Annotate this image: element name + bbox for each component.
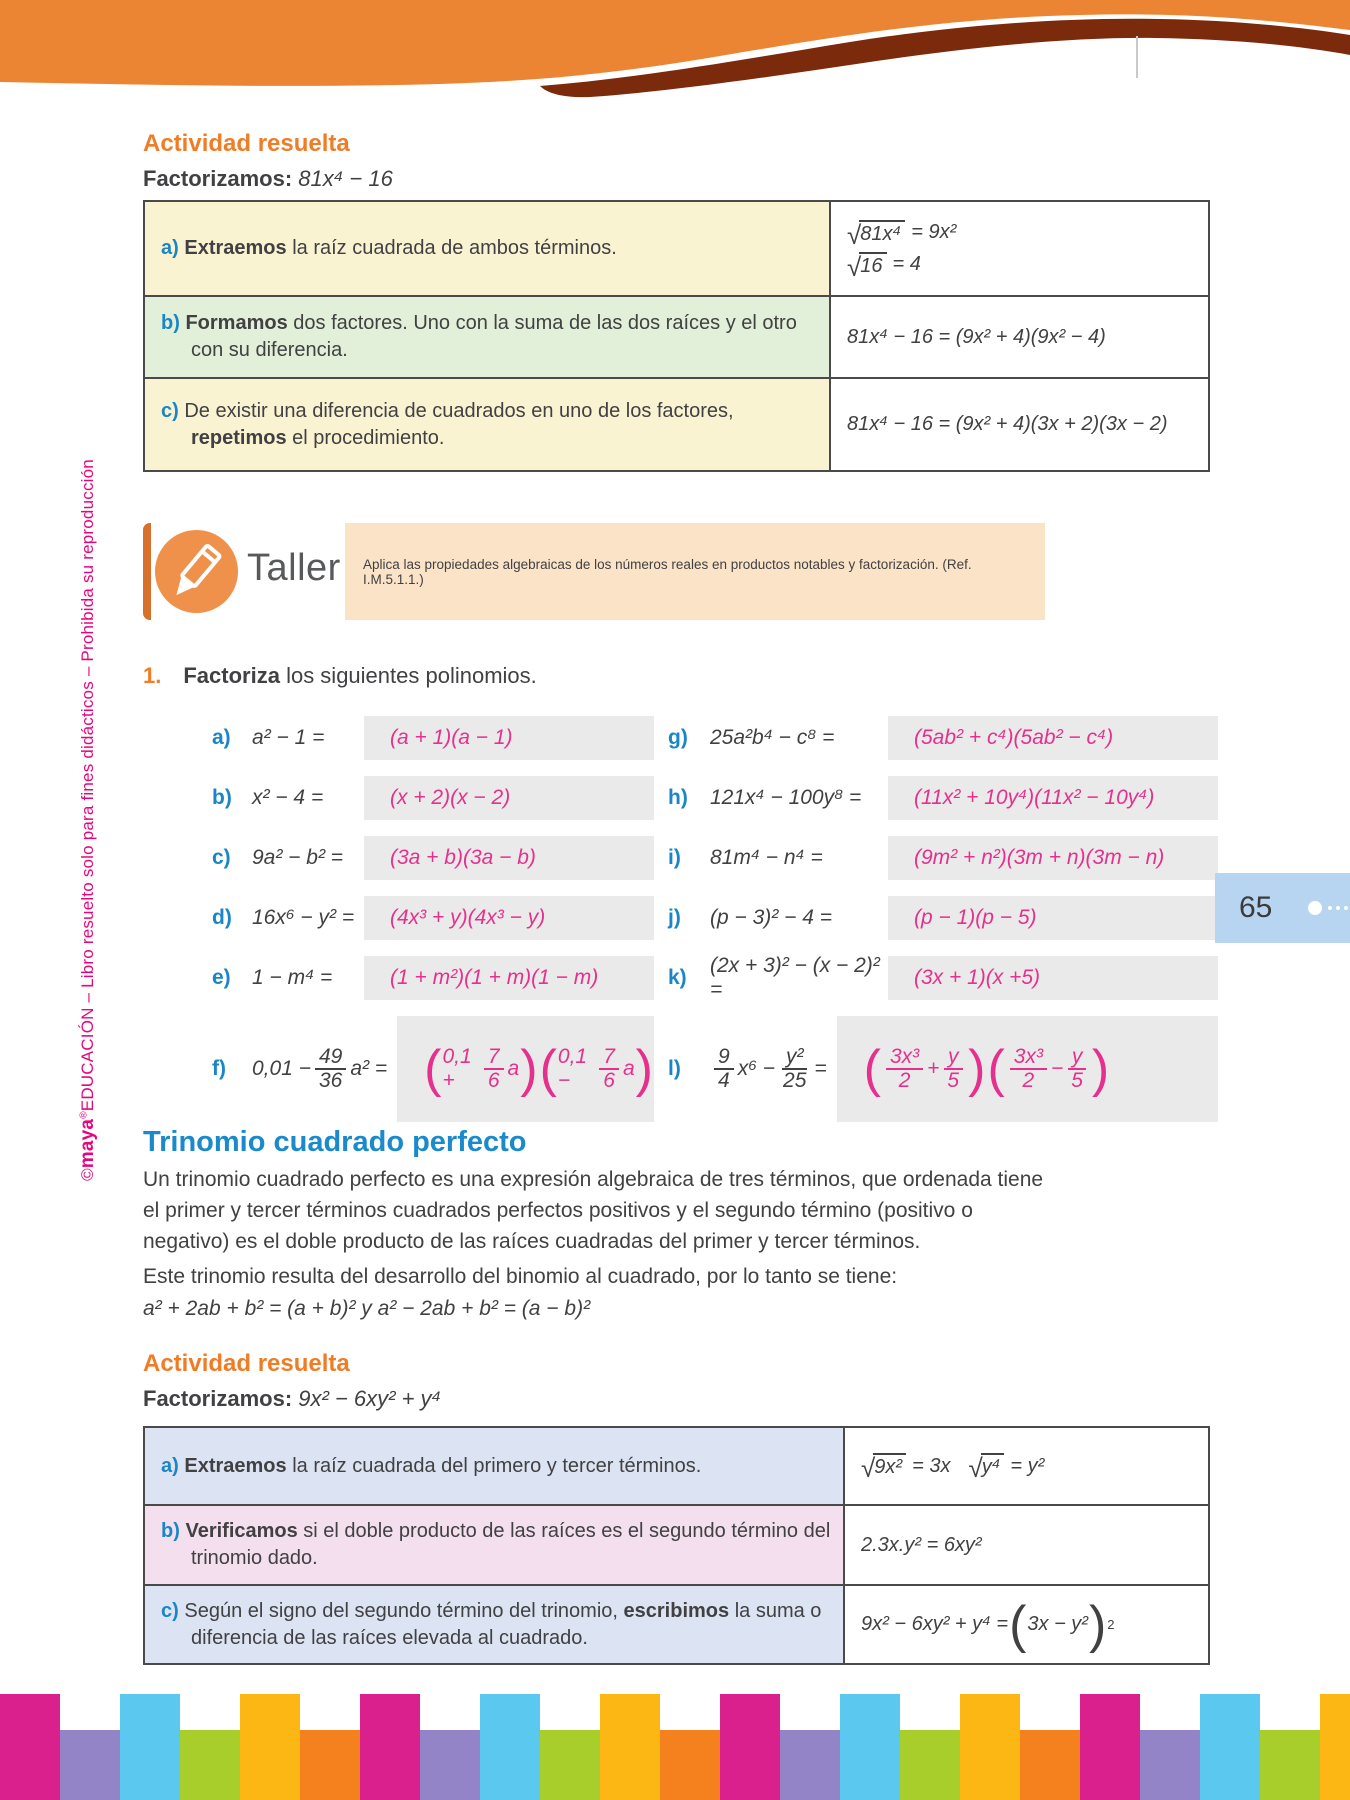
- math-cell: [831, 297, 1208, 377]
- footer-bar: [300, 1730, 360, 1800]
- answer-box: [364, 896, 654, 940]
- footer-bars: [0, 1694, 1350, 1800]
- activity2-table: [143, 1426, 1210, 1665]
- fraction: [484, 1046, 504, 1092]
- item-answer: (5ab² + c⁴)(5ab² − c⁴): [914, 726, 1114, 749]
- step-rest: De existir una diferencia de cuadrados en uno de los factores,: [184, 399, 734, 422]
- step-rest: Según el signo del segundo término del trinomio,: [184, 1599, 624, 1622]
- step-letter: c): [161, 399, 179, 422]
- section-paragraph-2: Este trinomio resulta del desarrollo del binomio al cuadrado, por lo tanto se tiene:: [143, 1265, 898, 1288]
- footer-bar: [960, 1694, 1020, 1800]
- item-letter: i): [668, 846, 681, 869]
- numerator: 49: [315, 1046, 346, 1070]
- answer-box: [888, 776, 1218, 820]
- step-keyword: Verificamos: [185, 1520, 298, 1542]
- math-cell: [845, 1428, 1208, 1504]
- step-text: [145, 398, 829, 452]
- step-rest: si el doble producto de las raíces es el segundo término del trinomio dado.: [191, 1520, 831, 1569]
- exercise-item-l: [668, 1016, 1218, 1122]
- pencil-icon: [155, 530, 238, 613]
- footer-bar: [180, 1730, 240, 1800]
- step-keyword: Extraemos: [184, 1454, 287, 1477]
- item-letter: j): [668, 906, 681, 929]
- copyright-sidebar: [77, 459, 99, 1181]
- registered-mark: ®: [78, 1111, 90, 1119]
- step-keyword: escribimos: [623, 1599, 730, 1622]
- equation-inner: 3x − y²: [1027, 1613, 1088, 1635]
- tab-dotted-line: [1328, 906, 1348, 910]
- math-cell: [845, 1506, 1208, 1584]
- step-letter: a): [161, 237, 179, 259]
- fraction: [714, 1046, 734, 1092]
- fraction: [1010, 1046, 1047, 1092]
- step-text: [145, 310, 829, 364]
- item-answer: (3a + b)(3a − b): [390, 846, 536, 869]
- activity2-title: Actividad resuelta: [143, 1350, 350, 1377]
- numerator: y²: [782, 1046, 808, 1070]
- exercise-title-rest: los siguientes polinomios.: [279, 663, 537, 688]
- math-line: 9x² − 6xy² + y⁴ = ( 3x − y² ) 2: [861, 1595, 1115, 1654]
- footer-bar: [360, 1694, 420, 1800]
- step-text: [145, 1518, 843, 1572]
- exercise-item-k: [668, 956, 1218, 1000]
- answer-part: a: [622, 1057, 635, 1080]
- exercise-item-g: [668, 716, 1218, 760]
- footer-bar: [0, 1694, 60, 1800]
- item-answer: ( 0,1 + $\frac{7}{6}$ a ) ( 0,1 − $\frac{7}{6}$ a ): [424, 1040, 653, 1098]
- item-answer: (4x³ + y)(4x³ − y): [390, 906, 546, 929]
- item-answer: (11x² + 10y⁴)(11x² − 10y⁴): [914, 786, 1155, 809]
- denominator: 6: [487, 1069, 500, 1092]
- step-rest: dos factores. Uno con la suma de las dos raíces y el otro con su diferencia.: [191, 312, 797, 361]
- footer-bar: [1320, 1694, 1350, 1800]
- numerator: 3x³: [886, 1046, 923, 1070]
- intro-expression: 9x² − 6xy² + y⁴: [298, 1386, 442, 1411]
- step-keyword: Formamos: [185, 312, 288, 334]
- exercise-number: 1.: [143, 663, 162, 688]
- footer-bar: [900, 1730, 960, 1800]
- footer-bar: [600, 1694, 660, 1800]
- item-answer: (a + 1)(a − 1): [390, 726, 513, 749]
- exercise-item-d: [212, 896, 668, 940]
- table-row: [145, 202, 1208, 295]
- step-letter: b): [161, 312, 180, 334]
- pencil-icon-circle: [155, 530, 238, 613]
- denominator: 5: [1071, 1069, 1083, 1092]
- equation: 2.3x.y² = 6xy²: [861, 1533, 982, 1556]
- sqrt-expression: [968, 1453, 1004, 1483]
- radical-sign: √: [847, 251, 862, 282]
- footer-bar: [1140, 1730, 1200, 1800]
- answer-part: 0,1 +: [442, 1045, 472, 1092]
- table-row: [145, 295, 1208, 377]
- brand-education: EDUCACIÓN: [78, 1007, 97, 1112]
- item-expression: (2x + 3)² − (x − 2)² =: [710, 954, 880, 1001]
- numerator: 7: [599, 1046, 619, 1070]
- equation: 9x² − 6xy² + y⁴ =: [861, 1613, 1009, 1635]
- copyright-symbol: ©: [78, 1168, 97, 1181]
- intro-expression: 81x⁴ − 16: [298, 166, 393, 191]
- fraction: [943, 1046, 963, 1092]
- intro-label: Factorizamos:: [143, 1386, 293, 1411]
- math-line: [861, 1453, 1208, 1483]
- radicand: y⁴: [981, 1453, 1005, 1479]
- radicand: 81x⁴: [859, 220, 905, 246]
- brand-name: maya: [77, 1118, 98, 1169]
- item-letter: f): [212, 1057, 226, 1080]
- footer-bar: [1020, 1730, 1080, 1800]
- expr-part: 0,01 −: [252, 1057, 311, 1080]
- item-answer: (3x + 1)(x +5): [914, 966, 1041, 989]
- radicand: 9x²: [873, 1453, 906, 1479]
- exercise-item-h: [668, 776, 1218, 820]
- banner-description-area: [345, 523, 1045, 620]
- exercise-item-c: [212, 836, 668, 880]
- radical-sign: √: [861, 1453, 876, 1483]
- denominator: 4: [718, 1069, 730, 1092]
- footer-bar: [120, 1694, 180, 1800]
- denominator: 2: [1022, 1069, 1035, 1092]
- item-letter: a): [212, 726, 231, 749]
- denominator: 36: [318, 1069, 343, 1092]
- step-cell: [145, 297, 831, 377]
- table-row: [145, 377, 1208, 470]
- footer-bar: [480, 1694, 540, 1800]
- sqrt-expression: [861, 1453, 906, 1483]
- item-answer: ( $\frac{\text{3x³}}{2}$ + $\frac{y}{5}$ ) ( $\frac{\text{3x³}}{2}$ − $\frac{y}{5}$ ): [863, 1040, 1110, 1098]
- equation-result: = y²: [1010, 1454, 1045, 1477]
- footer-bar: [60, 1730, 120, 1800]
- answer-part: a: [507, 1057, 520, 1080]
- math-cell: [831, 202, 1208, 295]
- answer-box: [364, 776, 654, 820]
- equation: 81x⁴ − 16 = (9x² + 4)(9x² − 4): [847, 325, 1106, 348]
- step-cell: [145, 202, 831, 295]
- table-row: [145, 1428, 1208, 1504]
- step-text: [145, 1453, 843, 1480]
- item-expression: 121x⁴ − 100y⁸ =: [710, 786, 862, 809]
- radical-sign: √: [968, 1453, 983, 1483]
- step-rest: la suma o diferencia de las raíces elevada al cuadrado.: [191, 1599, 822, 1649]
- footer-bar: [1200, 1694, 1260, 1800]
- denominator: 25: [783, 1069, 807, 1092]
- exercise-item-i: [668, 836, 1218, 880]
- exercise-item-f: [212, 1016, 668, 1122]
- exercise-grid: [212, 716, 1218, 1122]
- item-expression: a² − 1 =: [252, 726, 325, 749]
- exercise-verb: Factoriza: [183, 663, 280, 688]
- step-letter: c): [161, 1599, 179, 1622]
- item-letter: c): [212, 846, 231, 869]
- sqrt-expression: [847, 219, 905, 250]
- item-letter: l): [668, 1057, 681, 1080]
- step-cell: [145, 1586, 845, 1663]
- numerator: y: [1068, 1046, 1087, 1070]
- taller-banner: [143, 523, 1045, 620]
- taller-label: Taller: [247, 547, 341, 589]
- item-letter: e): [212, 966, 231, 989]
- step-cell: [145, 1506, 845, 1584]
- numerator: 3x³: [1010, 1046, 1047, 1070]
- answer-box: [888, 956, 1218, 1000]
- step-rest: la raíz cuadrada de ambos términos.: [286, 237, 617, 259]
- equation-result: = 9x²: [911, 221, 957, 243]
- tab-dot: [1308, 901, 1322, 915]
- item-expression: (p − 3)² − 4 =: [710, 906, 832, 929]
- activity1-title: Actividad resuelta: [143, 130, 350, 157]
- step-text: [145, 1598, 843, 1652]
- exercise-item-j: [668, 896, 1218, 940]
- footer-bar: [660, 1730, 720, 1800]
- radicand: 16: [859, 252, 886, 278]
- exercise-heading: [143, 663, 537, 689]
- operator: +: [927, 1057, 940, 1080]
- item-expression: 81m⁴ − n⁴ =: [710, 846, 823, 869]
- math-line: [847, 251, 1208, 282]
- expr-part: a² =: [350, 1057, 388, 1080]
- answer-box: [888, 836, 1218, 880]
- item-letter: d): [212, 906, 232, 929]
- item-expression: 25a²b⁴ − c⁸ =: [710, 726, 835, 749]
- expr-part: x⁶ −: [737, 1057, 776, 1080]
- expr-part: =: [814, 1057, 827, 1080]
- denominator: 5: [947, 1069, 960, 1092]
- activity2-intro: [143, 1386, 441, 1412]
- item-answer: (x + 2)(x − 2): [390, 786, 511, 809]
- item-expression: 9a² − b² =: [252, 846, 344, 869]
- denominator: 6: [603, 1069, 615, 1092]
- activity1-intro: [143, 166, 393, 192]
- item-answer: (9m² + n²)(3m + n)(3m − n): [914, 846, 1165, 869]
- sqrt-expression: [847, 251, 887, 282]
- footer-bar: [780, 1730, 840, 1800]
- answer-part: 0,1 −: [557, 1045, 588, 1092]
- footer-bar: [420, 1730, 480, 1800]
- item-answer: (1 + m²)(1 + m)(1 − m): [390, 966, 599, 989]
- answer-box: [888, 716, 1218, 760]
- numerator: 9: [714, 1046, 734, 1070]
- exercise-item-a: [212, 716, 668, 760]
- fraction: [599, 1046, 619, 1092]
- section-heading: Trinomio cuadrado perfecto: [143, 1126, 527, 1158]
- answer-box: [364, 956, 654, 1000]
- step-keyword: Extraemos: [184, 237, 287, 259]
- page-number: 65: [1239, 891, 1273, 924]
- item-letter: g): [668, 726, 688, 749]
- table-row: [145, 1584, 1208, 1663]
- item-expression: [252, 1046, 397, 1092]
- step-letter: b): [161, 1520, 180, 1542]
- operator: −: [1050, 1057, 1064, 1080]
- math-line: [847, 219, 1208, 250]
- item-expression: 1 − m⁴ =: [252, 966, 333, 989]
- item-letter: h): [668, 786, 688, 809]
- item-answer: (p − 1)(p − 5): [914, 906, 1037, 929]
- step-letter: a): [161, 1454, 179, 1477]
- fraction: [315, 1046, 346, 1092]
- equation: 81x⁴ − 16 = (9x² + 4)(3x + 2)(3x − 2): [847, 413, 1168, 435]
- activity1-table: [143, 200, 1210, 472]
- answer-box: [397, 1016, 654, 1122]
- section-paragraph-1: Un trinomio cuadrado perfecto es una expresión algebraica de tres términos, que ordenada tiene el primer y tercer términos cuadrados perfectos positivos y el segundo término (positivo o negativo) es el doble producto de las raíces cuadradas del primer y tercer términos.: [143, 1168, 1044, 1253]
- numerator: 7: [484, 1046, 504, 1070]
- step-cell: [145, 379, 831, 470]
- numerator: y: [944, 1046, 963, 1070]
- footer-bar: [240, 1694, 300, 1800]
- page-number-tab: [1215, 873, 1350, 943]
- answer-box: [364, 716, 654, 760]
- exercise-item-e: [212, 956, 668, 1000]
- equation-result: = 4: [892, 253, 921, 275]
- item-letter: k): [668, 966, 687, 989]
- radical-sign: √: [847, 219, 862, 250]
- taller-description: Aplica las propiedades algebraicas de los números reales en productos notables y factorización. (Ref. I.M.5.1.1.): [363, 556, 972, 587]
- denominator: 2: [898, 1069, 911, 1092]
- item-expression: 16x⁶ − y² =: [252, 906, 355, 929]
- intro-label: Factorizamos:: [143, 166, 293, 191]
- step-cell: [145, 1428, 845, 1504]
- fraction: [779, 1046, 810, 1092]
- step-text: [145, 235, 829, 262]
- exercise-item-b: [212, 776, 668, 820]
- answer-box: [837, 1016, 1218, 1122]
- copyright-notice: – Libro resuelto solo para fines didácticos – Prohibida su reproducción: [78, 459, 97, 1008]
- item-expression: [710, 1046, 837, 1092]
- footer-bar: [720, 1694, 780, 1800]
- fraction: [1067, 1046, 1087, 1092]
- table-row: [145, 1504, 1208, 1584]
- footer-bar: [540, 1730, 600, 1800]
- step-rest: el procedimiento.: [286, 426, 445, 449]
- section-formula: a² + 2ab + b² = (a + b)² y a² − 2ab + b² = (a − b)²: [143, 1297, 591, 1320]
- answer-box: [364, 836, 654, 880]
- step-keyword: repetimos: [191, 426, 287, 449]
- footer-bar: [840, 1694, 900, 1800]
- step-rest: la raíz cuadrada del primero y tercer términos.: [286, 1454, 702, 1477]
- math-cell: [831, 379, 1208, 470]
- equation-result: = 3x: [912, 1454, 951, 1477]
- item-expression: x² − 4 =: [252, 786, 324, 809]
- item-letter: b): [212, 786, 232, 809]
- math-cell: [845, 1586, 1208, 1663]
- footer-bar: [1260, 1730, 1320, 1800]
- fraction: [886, 1046, 923, 1092]
- main-content: [143, 0, 1218, 1800]
- footer-bar: [1080, 1694, 1140, 1800]
- exponent: 2: [1107, 1617, 1115, 1632]
- answer-box: [888, 896, 1218, 940]
